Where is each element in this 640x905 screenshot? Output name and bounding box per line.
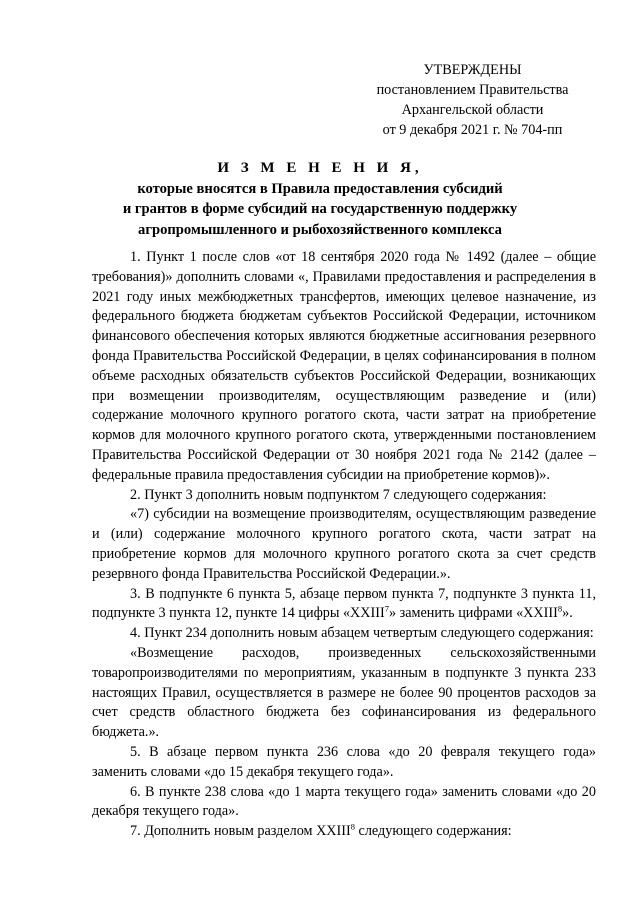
paragraph-4-part: ».	[562, 605, 573, 622]
paragraph-9-part: следующего содержания:	[354, 823, 512, 840]
paragraph-5: 4. Пункт 234 дополнить новым абзацем четвертым следующего содержания:	[130, 625, 594, 642]
paragraph-3: «7) субсидии на возмещение производителям, осуществляющим разведение и (или) содержание молочного крупного рогатого скота, части затрат на приобретение кормов для молочного крупного рогатого скота за счет средств резервного фонда Правительства Российской Федерации.».	[92, 506, 596, 582]
document-title	[92, 158, 548, 240]
superscript: 7	[384, 603, 389, 614]
approval-line: постановлением Правительства	[376, 82, 569, 98]
approval-line: Архангельской области	[401, 102, 544, 118]
title-line: агропромышленного и рыбохозяйственного комплекса	[138, 221, 502, 238]
approval-date: от 9 декабря 2021 г. № 704-пп	[382, 122, 563, 138]
superscript: 8	[350, 821, 355, 832]
superscript: 8	[557, 603, 563, 614]
title-heading: И З М Е Н Е Н И Я,	[217, 160, 423, 176]
paragraph-4	[92, 585, 596, 625]
paragraph-2: 2. Пункт 3 дополнить новым подпунктом 7 следующего содержания:	[130, 486, 547, 503]
document-body	[92, 248, 596, 842]
title-line: и грантов в форме субсидий на государственную поддержку	[122, 201, 518, 217]
approval-stamp	[360, 60, 585, 140]
paragraph-9	[92, 822, 596, 842]
paragraph-6: «Возмещение расходов, произведенных сельскохозяйственными товаропроизводителями по мероприятиям, указанным в подпункте 3 пункта 233 настоящих Правил, осуществляется в размере не более 90 процентов расходов за счет средств областного бюджета без софинансирования из федерального бюджета.».	[92, 644, 596, 741]
paragraph-4-part: 3. В подпункте 6 пункта 5, абзаце первом пункта 7, подпункте 3 пункта 11, подпункте 3 пункта 12, пункте 14 цифры «XXIII	[92, 585, 596, 622]
approval-heading: УТВЕРЖДЕНЫ	[423, 62, 522, 78]
paragraph-9-part: 7. Дополнить новым разделом XXIII	[130, 823, 351, 840]
paragraph-4-part: » заменить цифрами «XXIII	[388, 605, 558, 622]
title-line: которые вносятся в Правила предоставления субсидий	[137, 180, 503, 197]
paragraph-1: 1. Пункт 1 после слов «от 18 сентября 2020 года № 1492 (далее – общие требования)» дополнить словами «, Правилами предоставления и распределения в 2021 году иных межбюджетных трансфертов, имеющих целевое назначение, из федерального бюджета бюджетам субъектов Российской Федерации, источником финансового обеспечения которых являются бюджетные ассигнования резервного фонда Правительства Российской Федерации, в целях софинансирования в полном объеме расходных обязательств субъектов Российской Федерации, возникающих при возмещении производителям, осуществляющим разведение и (или) содержание молочного крупного рогатого скота, части затрат на приобретение кормов для молочного крупного рогатого скота, утвержденными постановлением Правительства Российской Федерации от 30 ноября 2021 года № 2142 (далее – федеральные правила предоставления субсидии на приобретение кормов)».	[92, 249, 596, 483]
paragraph-8: 6. В пункте 238 слова «до 1 марта текущего года» заменить словами «до 20 декабря текущего года».	[92, 783, 596, 820]
paragraph-7: 5. В абзаце первом пункта 236 слова «до 20 февраля текущего года» заменить словами «до 15 декабря текущего года».	[92, 743, 596, 780]
